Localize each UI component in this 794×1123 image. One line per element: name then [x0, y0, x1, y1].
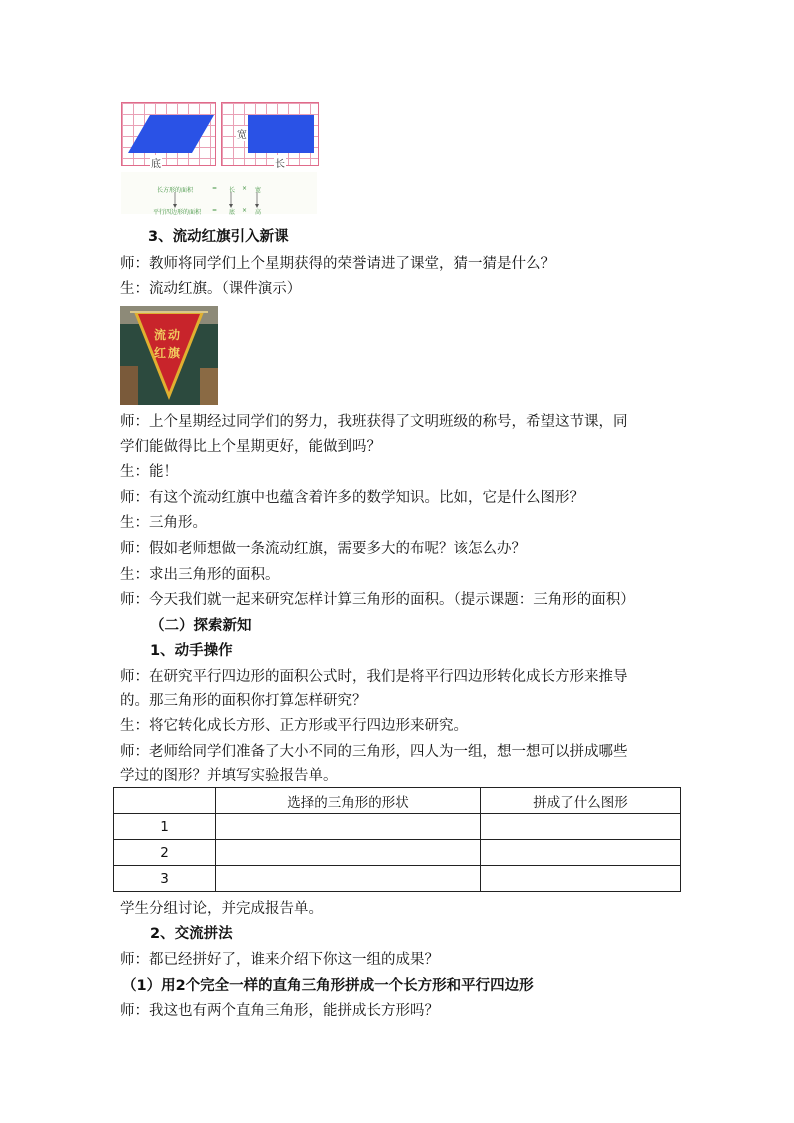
paragraph: 学生分组讨论，并完成报告单。	[120, 901, 323, 917]
paragraph: 学们能做得比上个星期更好，能做到吗？	[120, 439, 381, 455]
paragraph: 师：今天我们就一起来研究怎样计算三角形的面积。（提示课题：三角形的面积）	[120, 592, 635, 608]
base-label: 底	[150, 155, 162, 170]
parallelogram-grid	[121, 102, 216, 166]
flag-text-line1: 流动	[154, 328, 183, 342]
sub-heading-1: （1）用2个完全一样的直角三角形拼成一个长方形和平行四边形	[122, 978, 534, 994]
paragraph: 师：上个星期经过同学们的努力，我班获得了文明班级的称号，希望这节课，同	[120, 414, 628, 430]
formula-eq-1: =	[212, 185, 218, 192]
table-row	[114, 840, 681, 866]
table-row	[114, 866, 681, 892]
step-heading-1: 1、动手操作	[150, 643, 233, 659]
table-header-cell	[114, 788, 216, 814]
formula-rect-label: 长方形的面积	[157, 187, 194, 194]
paragraph: 师：教师将同学们上个星期获得的荣誉请进了课堂，猜一猜是什么？	[120, 256, 555, 272]
paragraph: 生：将它转化成长方形、正方形或平行四边形来研究。	[120, 718, 468, 734]
table-cell[interactable]	[481, 840, 681, 866]
table-row	[114, 814, 681, 840]
formula-arrows	[121, 192, 317, 212]
paragraph: 师：老师给同学们准备了大小不同的三角形，四人为一组，想一想可以拼成哪些	[120, 744, 628, 760]
paragraph: 的。那三角形的面积你打算怎样研究？	[120, 693, 367, 709]
table-cell[interactable]	[216, 840, 481, 866]
table-header-cell: 选择的三角形的形状	[216, 788, 481, 814]
parallelogram-shape	[122, 103, 215, 165]
paragraph: 师：假如老师想做一条流动红旗，需要多大的布呢？该怎么办？	[120, 541, 526, 557]
paragraph: 师：有这个流动红旗中也蕴含着许多的数学知识。比如，它是什么图形？	[120, 490, 584, 506]
formula-gao: 高	[255, 209, 262, 216]
table-cell[interactable]	[481, 814, 681, 840]
formula-kuan: 宽	[255, 187, 262, 194]
paragraph: 师：在研究平行四边形的面积公式时，我们是将平行四边形转化成长方形来推导	[120, 669, 628, 685]
table-cell: 1	[114, 814, 216, 840]
formula-di: 底	[229, 209, 236, 216]
formula-panel	[121, 172, 317, 214]
table-header-row	[114, 788, 681, 814]
paragraph: 师：都已经拼好了，谁来介绍下你这一组的成果？	[120, 952, 439, 968]
paragraph: 生：求出三角形的面积。	[120, 567, 280, 583]
width-label: 宽	[236, 126, 248, 141]
table-cell[interactable]	[216, 866, 481, 892]
formula-para-label: 平行四边形的面积	[153, 209, 202, 216]
section-heading: （二）探索新知	[150, 618, 252, 634]
formula-eq-2: =	[212, 207, 218, 214]
formula-chang: 长	[229, 187, 236, 194]
paragraph: 生：流动红旗。（课件演示）	[120, 281, 302, 297]
table-header-cell: 拼成了什么图形	[481, 788, 681, 814]
table-cell[interactable]	[481, 866, 681, 892]
length-label: 长	[274, 155, 286, 170]
paragraph: 师：我这也有两个直角三角形，能拼成长方形吗？	[120, 1003, 439, 1019]
table-cell: 2	[114, 840, 216, 866]
red-flag-photo	[120, 306, 218, 405]
table-cell[interactable]	[216, 814, 481, 840]
heading-3: 3、流动红旗引入新课	[148, 229, 289, 245]
paragraph: 学过的图形？并填写实验报告单。	[120, 768, 338, 784]
formula-times-2: ×	[242, 207, 248, 214]
experiment-report-table	[113, 787, 681, 892]
formula-times-1: ×	[242, 185, 248, 192]
paragraph: 生：三角形。	[120, 515, 207, 531]
flag-text-line2: 红旗	[154, 346, 183, 360]
step-heading-2: 2、交流拼法	[150, 926, 233, 942]
paragraph: 生：能！	[120, 464, 178, 480]
table-cell: 3	[114, 866, 216, 892]
